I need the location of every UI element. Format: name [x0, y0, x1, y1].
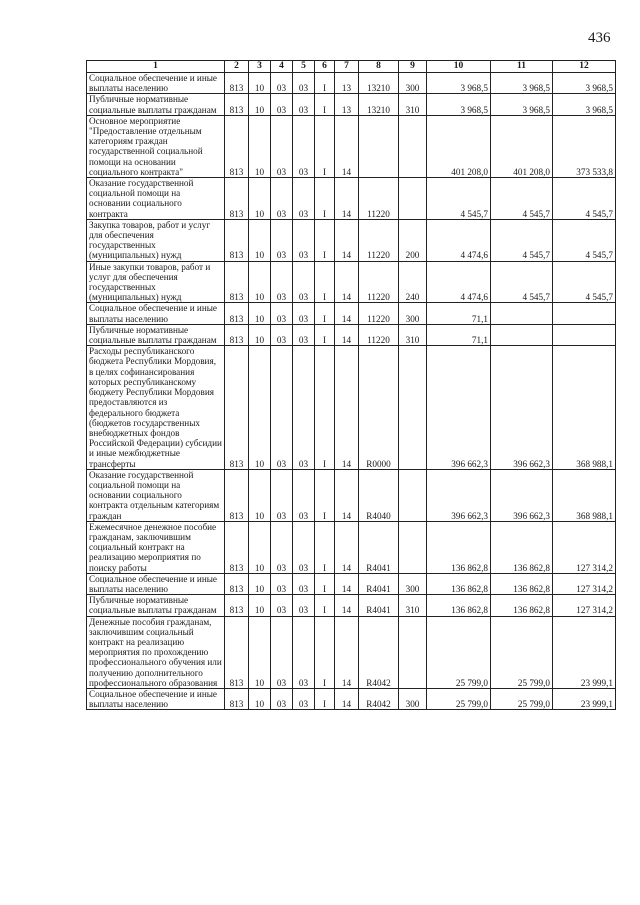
amount-col-12: 4 545,7	[553, 178, 616, 220]
amount-col-10: 4 545,7	[427, 178, 491, 220]
event-code: 14	[335, 688, 359, 709]
row-name: Ежемесячное денежное пособие гражданам, заключившим социальный контракт на реализацию мероприятия по поиску работы	[87, 521, 225, 573]
event-code: 14	[335, 261, 359, 303]
row-name: Денежные пособия гражданам, заключившим социальный контракт на реализацию мероприятия по прохождению профессионального обучения или получению дополнительного профессионального образования	[87, 616, 225, 688]
budget-code: 813	[225, 303, 249, 324]
program-code: 03	[293, 219, 315, 261]
column-header: 10	[427, 61, 491, 73]
program-code: 03	[293, 73, 315, 94]
column-header: 11	[491, 61, 553, 73]
section-code: 10	[249, 178, 271, 220]
event-code: 13	[335, 94, 359, 115]
expense-code: R4041	[359, 521, 399, 573]
budget-code: 813	[225, 688, 249, 709]
column-header: 12	[553, 61, 616, 73]
budget-code: 813	[225, 346, 249, 469]
amount-col-11: 136 862,8	[491, 521, 553, 573]
amount-col-11: 3 968,5	[491, 94, 553, 115]
event-code: 14	[335, 573, 359, 594]
column-header: 7	[335, 61, 359, 73]
event-code: 14	[335, 469, 359, 521]
subprogram-code: I	[315, 324, 335, 345]
amount-col-11: 25 799,0	[491, 616, 553, 688]
program-code: 03	[293, 688, 315, 709]
row-name: Публичные нормативные социальные выплаты гражданам	[87, 595, 225, 616]
row-name: Публичные нормативные социальные выплаты гражданам	[87, 324, 225, 345]
subprogram-code: I	[315, 521, 335, 573]
amount-col-11: 396 662,3	[491, 346, 553, 469]
program-code: 03	[293, 115, 315, 177]
program-code: 03	[293, 303, 315, 324]
amount-col-12	[553, 303, 616, 324]
column-header: 3	[249, 61, 271, 73]
amount-col-10: 71,1	[427, 324, 491, 345]
event-code: 14	[335, 178, 359, 220]
page-number: 436	[588, 30, 611, 46]
subsection-code: 03	[271, 346, 293, 469]
subprogram-code: I	[315, 115, 335, 177]
amount-col-10: 401 208,0	[427, 115, 491, 177]
amount-col-12: 4 545,7	[553, 261, 616, 303]
section-code: 10	[249, 521, 271, 573]
table-row	[87, 324, 616, 345]
budget-code: 813	[225, 115, 249, 177]
expense-type-code: 310	[399, 595, 427, 616]
column-header: 9	[399, 61, 427, 73]
amount-col-10: 396 662,3	[427, 469, 491, 521]
expense-type-code	[399, 115, 427, 177]
column-header: 1	[87, 61, 225, 73]
amount-col-10: 4 474,6	[427, 219, 491, 261]
expense-code: R4040	[359, 469, 399, 521]
amount-col-11: 4 545,7	[491, 178, 553, 220]
table-row	[87, 219, 616, 261]
event-code: 14	[335, 595, 359, 616]
table-row	[87, 303, 616, 324]
expense-type-code	[399, 346, 427, 469]
program-code: 03	[293, 324, 315, 345]
budget-code: 813	[225, 261, 249, 303]
subprogram-code: I	[315, 73, 335, 94]
row-name: Основное мероприятие "Предоставление отдельным категориям граждан государственной социальной помощи на основании социального контракта"	[87, 115, 225, 177]
event-code: 14	[335, 324, 359, 345]
row-name: Закупка товаров, работ и услуг для обеспечения государственных (муниципальных) нужд	[87, 219, 225, 261]
expense-type-code	[399, 616, 427, 688]
event-code: 13	[335, 73, 359, 94]
row-name: Иные закупки товаров, работ и услуг для обеспечения государственных (муниципальных) нужд	[87, 261, 225, 303]
amount-col-12: 368 988,1	[553, 469, 616, 521]
column-number-header-row	[87, 61, 616, 73]
subprogram-code: I	[315, 219, 335, 261]
row-name: Оказание государственной социальной помощи на основании социального контракта отдельным категориям граждан	[87, 469, 225, 521]
subprogram-code: I	[315, 688, 335, 709]
event-code: 14	[335, 303, 359, 324]
expense-code: 11220	[359, 219, 399, 261]
expense-type-code: 200	[399, 219, 427, 261]
amount-col-10: 396 662,3	[427, 346, 491, 469]
budget-code: 813	[225, 324, 249, 345]
subsection-code: 03	[271, 688, 293, 709]
event-code: 14	[335, 115, 359, 177]
row-name: Социальное обеспечение и иные выплаты населению	[87, 303, 225, 324]
subprogram-code: I	[315, 573, 335, 594]
amount-col-10: 25 799,0	[427, 616, 491, 688]
amount-col-11	[491, 324, 553, 345]
amount-col-10: 3 968,5	[427, 94, 491, 115]
subsection-code: 03	[271, 94, 293, 115]
budget-code: 813	[225, 73, 249, 94]
program-code: 03	[293, 94, 315, 115]
expense-code	[359, 115, 399, 177]
subprogram-code: I	[315, 261, 335, 303]
budget-code: 813	[225, 219, 249, 261]
amount-col-12	[553, 324, 616, 345]
section-code: 10	[249, 573, 271, 594]
expense-type-code: 240	[399, 261, 427, 303]
amount-col-10: 136 862,8	[427, 521, 491, 573]
row-name: Социальное обеспечение и иные выплаты населению	[87, 73, 225, 94]
column-header: 8	[359, 61, 399, 73]
subsection-code: 03	[271, 178, 293, 220]
expense-type-code	[399, 469, 427, 521]
column-header: 2	[225, 61, 249, 73]
event-code: 14	[335, 616, 359, 688]
subsection-code: 03	[271, 521, 293, 573]
section-code: 10	[249, 115, 271, 177]
row-name: Публичные нормативные социальные выплаты гражданам	[87, 94, 225, 115]
amount-col-11: 401 208,0	[491, 115, 553, 177]
expense-code: 13210	[359, 73, 399, 94]
budget-code: 813	[225, 616, 249, 688]
table-row	[87, 178, 616, 220]
event-code: 14	[335, 219, 359, 261]
expense-type-code: 310	[399, 94, 427, 115]
subsection-code: 03	[271, 73, 293, 94]
amount-col-12: 3 968,5	[553, 94, 616, 115]
budget-code: 813	[225, 595, 249, 616]
amount-col-11: 4 545,7	[491, 261, 553, 303]
section-code: 10	[249, 324, 271, 345]
expense-code: R4041	[359, 573, 399, 594]
expense-type-code	[399, 521, 427, 573]
row-name: Социальное обеспечение и иные выплаты населению	[87, 573, 225, 594]
expense-type-code: 300	[399, 573, 427, 594]
amount-col-11: 4 545,7	[491, 219, 553, 261]
expense-code: 11220	[359, 324, 399, 345]
amount-col-12: 23 999,1	[553, 688, 616, 709]
section-code: 10	[249, 219, 271, 261]
amount-col-12: 127 314,2	[553, 595, 616, 616]
expense-code: R4042	[359, 616, 399, 688]
table-row	[87, 469, 616, 521]
subsection-code: 03	[271, 303, 293, 324]
table-row	[87, 94, 616, 115]
section-code: 10	[249, 595, 271, 616]
program-code: 03	[293, 521, 315, 573]
program-code: 03	[293, 573, 315, 594]
amount-col-10: 136 862,8	[427, 573, 491, 594]
expense-type-code: 300	[399, 688, 427, 709]
subprogram-code: I	[315, 303, 335, 324]
subsection-code: 03	[271, 469, 293, 521]
budget-code: 813	[225, 469, 249, 521]
section-code: 10	[249, 346, 271, 469]
expense-code: R4041	[359, 595, 399, 616]
subsection-code: 03	[271, 115, 293, 177]
subsection-code: 03	[271, 324, 293, 345]
table-row	[87, 346, 616, 469]
subsection-code: 03	[271, 616, 293, 688]
amount-col-12: 3 968,5	[553, 73, 616, 94]
event-code: 14	[335, 346, 359, 469]
amount-col-11	[491, 303, 553, 324]
amount-col-11: 3 968,5	[491, 73, 553, 94]
section-code: 10	[249, 469, 271, 521]
table-row	[87, 616, 616, 688]
budget-code: 813	[225, 573, 249, 594]
subsection-code: 03	[271, 219, 293, 261]
program-code: 03	[293, 469, 315, 521]
section-code: 10	[249, 303, 271, 324]
subsection-code: 03	[271, 573, 293, 594]
expense-type-code: 300	[399, 73, 427, 94]
amount-col-11: 25 799,0	[491, 688, 553, 709]
subprogram-code: I	[315, 346, 335, 469]
budget-code: 813	[225, 521, 249, 573]
column-header: 5	[293, 61, 315, 73]
subsection-code: 03	[271, 595, 293, 616]
program-code: 03	[293, 616, 315, 688]
table-row	[87, 261, 616, 303]
amount-col-10: 4 474,6	[427, 261, 491, 303]
section-code: 10	[249, 73, 271, 94]
expense-code: 11220	[359, 178, 399, 220]
table-row	[87, 521, 616, 573]
table-row	[87, 115, 616, 177]
amount-col-11: 136 862,8	[491, 573, 553, 594]
expense-code: 11220	[359, 261, 399, 303]
table-row	[87, 688, 616, 709]
section-code: 10	[249, 616, 271, 688]
expense-code: 11220	[359, 303, 399, 324]
amount-col-12: 368 988,1	[553, 346, 616, 469]
table-row	[87, 73, 616, 94]
expense-code: R4042	[359, 688, 399, 709]
budget-table	[86, 60, 616, 710]
subprogram-code: I	[315, 94, 335, 115]
budget-code: 813	[225, 94, 249, 115]
expense-code: R0000	[359, 346, 399, 469]
amount-col-11: 136 862,8	[491, 595, 553, 616]
subprogram-code: I	[315, 178, 335, 220]
row-name: Оказание государственной социальной помощи на основании социального контракта	[87, 178, 225, 220]
row-name: Социальное обеспечение и иные выплаты населению	[87, 688, 225, 709]
column-header: 4	[271, 61, 293, 73]
expense-type-code: 300	[399, 303, 427, 324]
table-row	[87, 595, 616, 616]
section-code: 10	[249, 261, 271, 303]
program-code: 03	[293, 346, 315, 469]
amount-col-11: 396 662,3	[491, 469, 553, 521]
expense-type-code: 310	[399, 324, 427, 345]
row-name: Расходы республиканского бюджета Республики Мордовия, в целях софинансирования которых республиканскому бюджету Республики Мордовия предоставляются из федерального бюджета (бюджетов государственных внебюджетных фондов Российской Федерации) субсидии и иные межбюджетные трансферты	[87, 346, 225, 469]
section-code: 10	[249, 94, 271, 115]
program-code: 03	[293, 261, 315, 303]
amount-col-12: 373 533,8	[553, 115, 616, 177]
budget-code: 813	[225, 178, 249, 220]
section-code: 10	[249, 688, 271, 709]
program-code: 03	[293, 178, 315, 220]
event-code: 14	[335, 521, 359, 573]
expense-type-code	[399, 178, 427, 220]
amount-col-10: 3 968,5	[427, 73, 491, 94]
subprogram-code: I	[315, 595, 335, 616]
subprogram-code: I	[315, 469, 335, 521]
amount-col-12: 127 314,2	[553, 573, 616, 594]
amount-col-10: 136 862,8	[427, 595, 491, 616]
column-header: 6	[315, 61, 335, 73]
expense-code: 13210	[359, 94, 399, 115]
amount-col-10: 25 799,0	[427, 688, 491, 709]
table-row	[87, 573, 616, 594]
amount-col-12: 127 314,2	[553, 521, 616, 573]
amount-col-12: 23 999,1	[553, 616, 616, 688]
subprogram-code: I	[315, 616, 335, 688]
amount-col-10: 71,1	[427, 303, 491, 324]
subsection-code: 03	[271, 261, 293, 303]
program-code: 03	[293, 595, 315, 616]
amount-col-12: 4 545,7	[553, 219, 616, 261]
